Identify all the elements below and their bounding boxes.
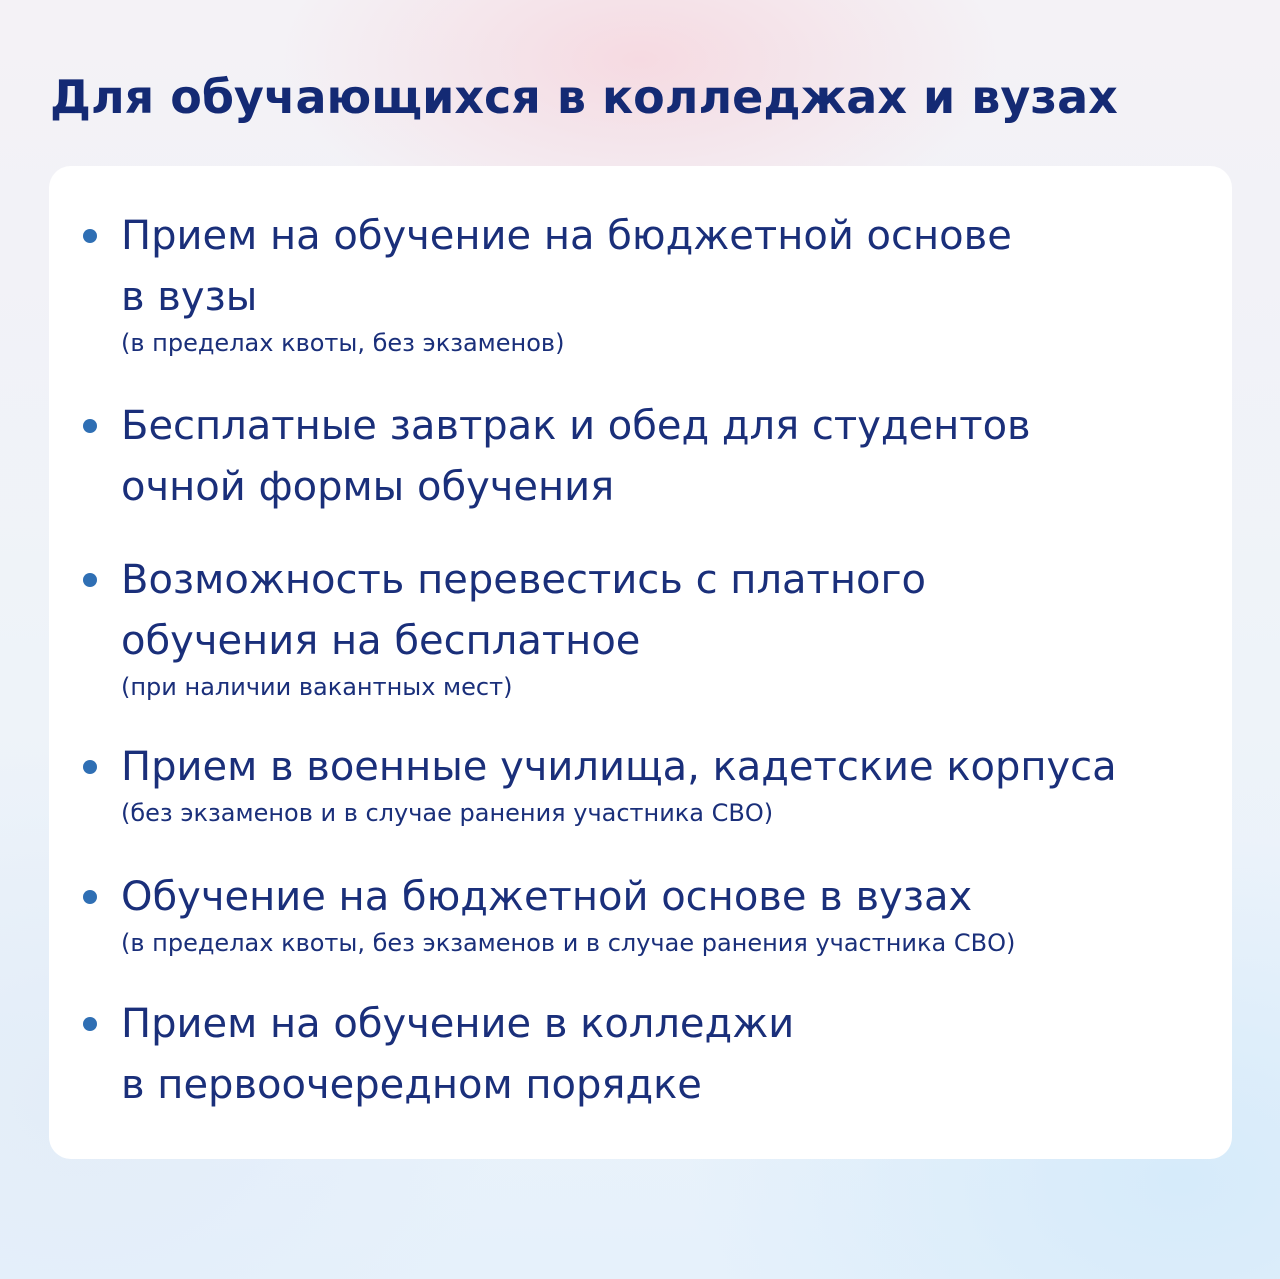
benefits-card bbox=[49, 166, 1232, 1159]
benefit-item-4 bbox=[121, 737, 1221, 828]
benefit-line: в первоочередном порядке bbox=[121, 1062, 702, 1108]
bullet-dot-icon bbox=[83, 573, 97, 587]
benefit-item-3 bbox=[121, 550, 1221, 702]
benefit-note: (при наличии вакантных мест) bbox=[121, 673, 513, 701]
bullet-dot-icon bbox=[83, 760, 97, 774]
bullet-dot-icon bbox=[83, 229, 97, 243]
benefit-note: (без экзаменов и в случае ранения участника СВО) bbox=[121, 799, 774, 827]
benefit-item-6 bbox=[121, 994, 1221, 1116]
benefit-line: обучения на бесплатное bbox=[121, 618, 641, 664]
page-title: Для обучающихся в колледжах и вузах bbox=[50, 70, 1118, 124]
benefit-line: Бесплатные завтрак и обед для студентов bbox=[121, 403, 1031, 449]
benefit-line: Обучение на бюджетной основе в вузах bbox=[121, 874, 973, 920]
benefit-item-2 bbox=[121, 396, 1221, 518]
benefit-line: Прием в военные училища, кадетские корпуса bbox=[121, 744, 1117, 790]
bullet-dot-icon bbox=[83, 1017, 97, 1031]
benefit-line: Прием на обучение на бюджетной основе bbox=[121, 213, 1012, 259]
benefit-item-1 bbox=[121, 206, 1221, 358]
benefit-line: Возможность перевестись с платного bbox=[121, 557, 926, 603]
benefit-line: в вузы bbox=[121, 274, 258, 320]
benefit-note: (в пределах квоты, без экзаменов и в случае ранения участника СВО) bbox=[121, 929, 1016, 957]
bullet-dot-icon bbox=[83, 419, 97, 433]
benefit-note: (в пределах квоты, без экзаменов) bbox=[121, 329, 565, 357]
benefit-line: очной формы обучения bbox=[121, 464, 615, 510]
benefit-item-5 bbox=[121, 867, 1221, 958]
bullet-dot-icon bbox=[83, 890, 97, 904]
benefit-line: Прием на обучение в колледжи bbox=[121, 1001, 795, 1047]
